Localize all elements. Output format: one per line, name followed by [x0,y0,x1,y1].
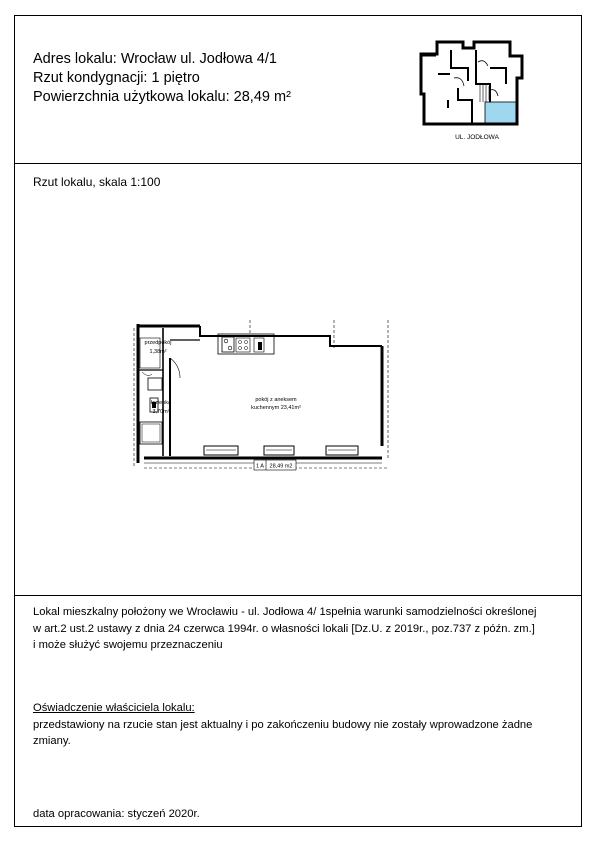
owner-heading: Oświadczenie właściciela lokalu: [33,702,195,714]
room-hall-area: 1,38m² [149,349,167,355]
owner-declaration [33,700,573,750]
date-line: data opracowania: styczeń 2020r. [33,808,200,820]
unit-area-tag: 28,49 m2 [269,463,293,470]
address-line: Adres lokalu: Wrocław ul. Jodłowa 4/1 [33,51,277,67]
area-line: Powierzchnia użytkowa lokalu: 28,49 m² [33,89,291,105]
header-divider [14,163,582,164]
key-plan-street-label: UL. JODŁOWA [455,134,499,141]
key-plan [418,38,524,141]
key-plan-highlight [485,102,517,124]
plan-caption: Rzut lokalu, skala 1:100 [33,175,161,189]
owner-line: zmiany. [33,735,71,747]
floor-plan [130,318,395,473]
statement-paragraph [33,604,573,654]
room-living-name: pokój z aneksem [255,397,297,403]
plan-divider [14,595,582,596]
statement-line: i może służyć swojemu przeznaczeniu [33,639,223,651]
statement-line: w art.2 ust.2 ustawy z dnia 24 czerwca 1994r. o własności lokali [Dz.U. z 2019r., poz.737 z późn. zm.] [33,622,535,635]
room-bathroom-name: łazienka [150,400,172,406]
floor-line: Rzut kondygnacji: 1 piętro [33,70,200,86]
room-hall-name: przedpokój [144,340,172,346]
statement-line: Lokal mieszkalny położony we Wrocławiu - ul. Jodłowa 4/ 1spełnia warunki samodzielności określonej [33,606,537,618]
room-living-area: kuchennym 23,41m² [251,405,301,411]
room-bathroom-area: 3,70m² [152,409,170,415]
owner-line: przedstawiony na rzucie stan jest aktualny i po zakończeniu budowy nie zostały wprowadzone żadne [33,718,533,731]
unit-number-tag: 1 A [256,463,264,470]
